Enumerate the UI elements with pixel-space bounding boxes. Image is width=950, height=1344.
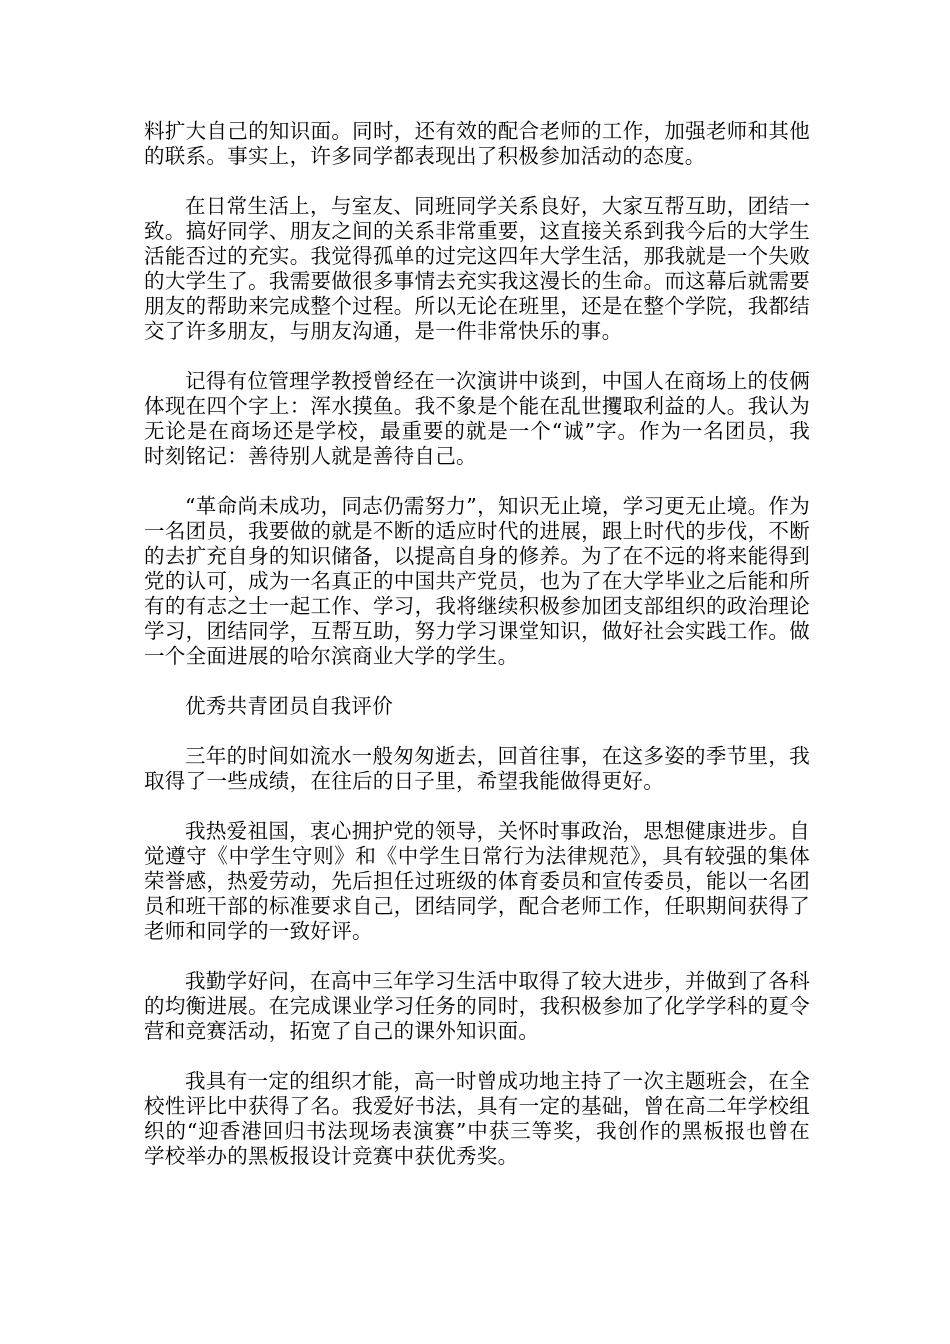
paragraph-patriotism: 我热爱祖国，衷心拥护党的领导，关怀时事政治，思想健康进步。自觉遵守《中学生守则》和《中学生日常行为法律规范》，具有较强的集体荣誉感，热爱劳动，先后担任过班级的体育委员和宣传委员，能以一名团员和班干部的标准要求自己，团结同学，配合老师工作，任职期间获得了老师和同学的一致好评。: [144, 819, 810, 943]
paragraph-integrity: 记得有位管理学教授曾经在一次演讲中谈到，中国人在商场上的伎俩体现在四个字上：浑水摸鱼。我不象是个能在乱世攫取利益的人。我认为无论是在商场还是学校，最重要的就是一个“诚”字。作为一名团员，我时刻铭记：善待别人就是善待自己。: [144, 369, 810, 468]
paragraph-organization: 我具有一定的组织才能，高一时曾成功地主持了一次主题班会，在全校性评比中获得了名。我爱好书法，具有一定的基础，曾在高二年学校组织的“迎香港回归书法现场表演赛”中获三等奖，我创作的黑板报也曾在学校举办的黑板报设计竞赛中获优秀奖。: [144, 1069, 810, 1168]
paragraph-intro: 三年的时间如流水一般匆匆逝去，回首往事，在这多姿的季节里，我取得了一些成绩，在往后的日子里，希望我能做得更好。: [144, 744, 810, 793]
section-heading: 优秀共青团员自我评价: [185, 694, 393, 718]
paragraph-study: 我勤学好问，在高中三年学习生活中取得了较大进步，并做到了各科的均衡进展。在完成课业学习任务的同时，我积极参加了化学学科的夏令营和竞赛活动，拓宽了自己的课外知识面。: [144, 969, 810, 1043]
paragraph-continued: 料扩大自己的知识面。同时，还有效的配合老师的工作，加强老师和其他的联系。事实上，许多同学都表现出了积极参加活动的态度。: [144, 119, 810, 168]
paragraph-learning: “革命尚未成功，同志仍需努力”，知识无止境，学习更无止境。作为一名团员，我要做的就是不断的适应时代的进展，跟上时代的步伐，不断的去扩充自身的知识储备，以提高自身的修养。为了在不远的将来能得到党的认可，成为一名真正的中国共产党员，也为了在大学毕业之后能和所有的有志之士一起工作、学习，我将继续积极参加团支部组织的政治理论学习，团结同学，互帮互助，努力学习课堂知识，做好社会实践工作。做一个全面进展的哈尔滨商业大学的学生。: [144, 494, 810, 668]
document-body: [144, 119, 810, 1194]
paragraph-daily-life: 在日常生活上，与室友、同班同学关系良好，大家互帮互助，团结一致。搞好同学、朋友之间的关系非常重要，这直接关系到我今后的大学生活能否过的充实。我觉得孤单的过完这四年大学生活，那我就是一个失败的大学生了。我需要做很多事情去充实我这漫长的生命。而这幕后就需要朋友的帮助来完成整个过程。所以无论在班里，还是在整个学院，我都结交了许多朋友，与朋友沟通，是一件非常快乐的事。: [144, 194, 810, 343]
